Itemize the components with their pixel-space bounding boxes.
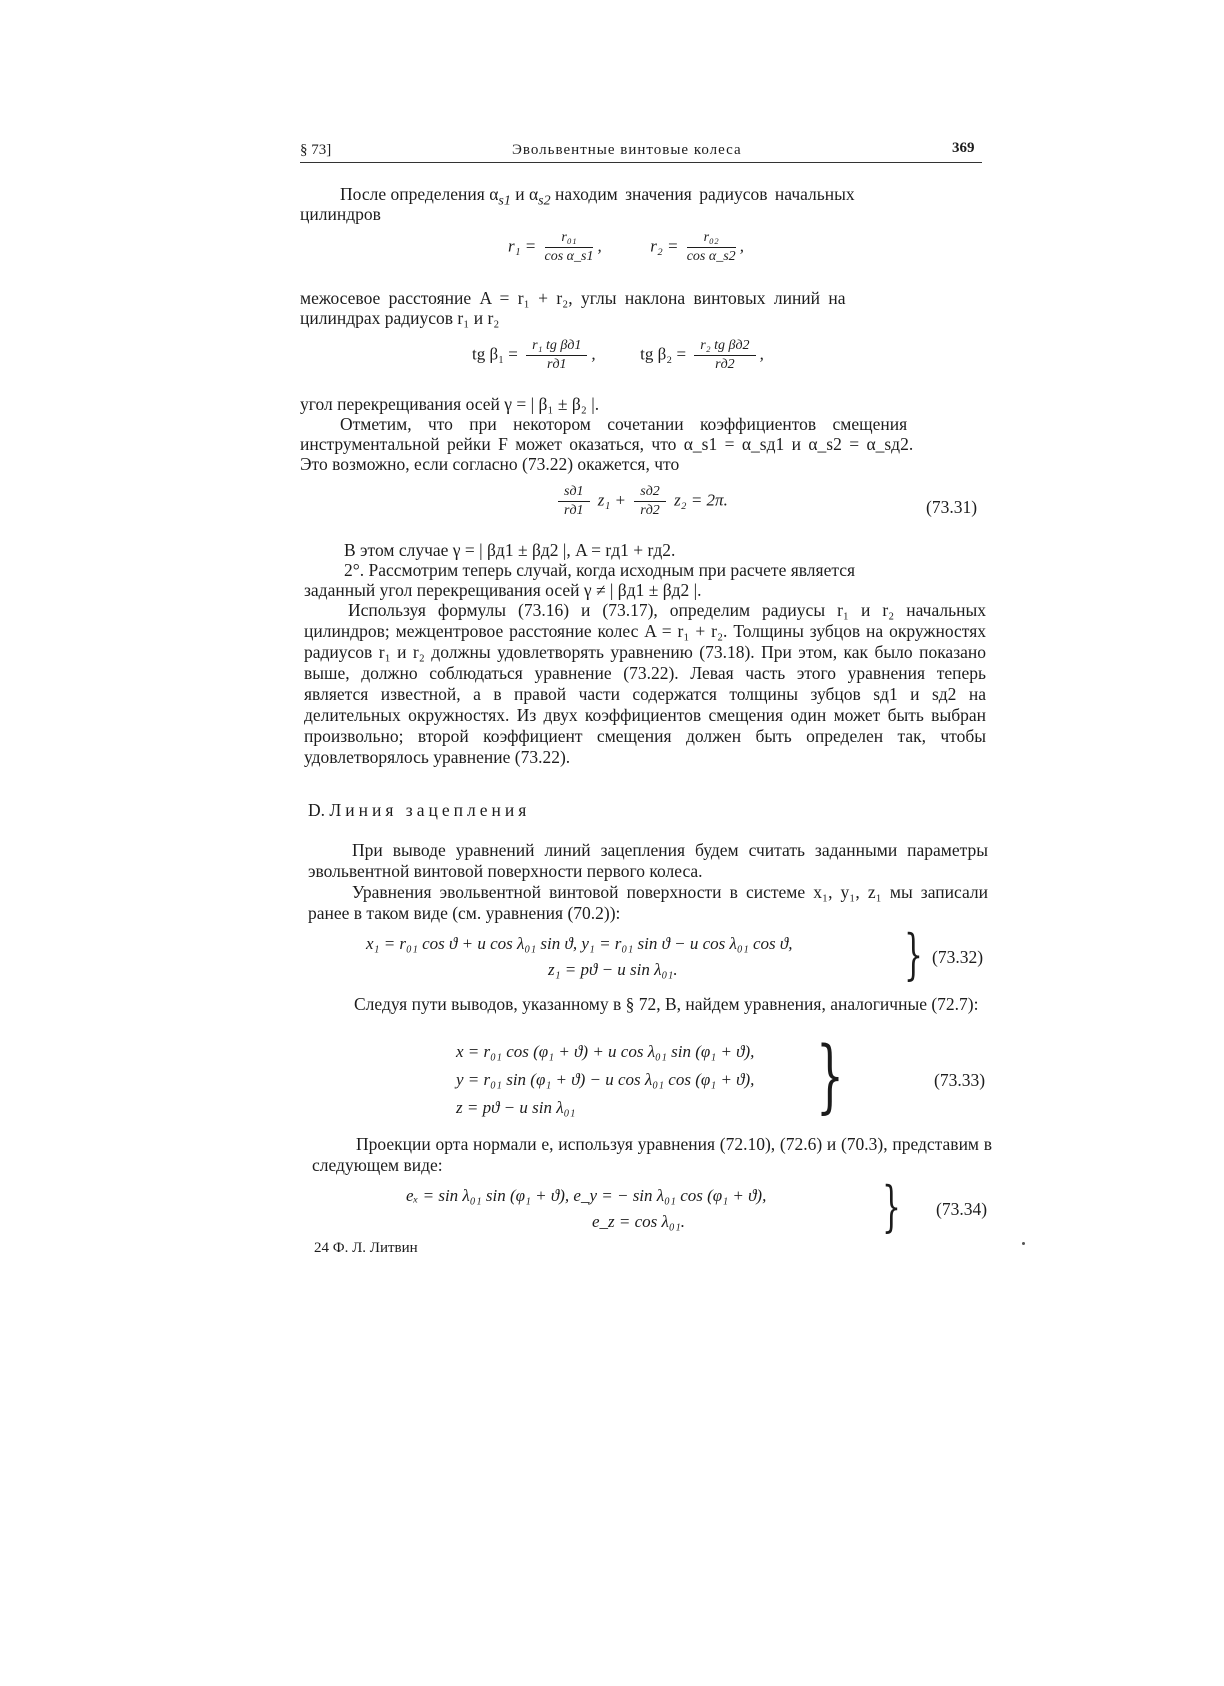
page-number: 369 [952, 140, 975, 156]
p4-line2: 2°. Рассмотрим теперь случай, когда исходным при расчете является [344, 560, 856, 580]
speck-dot [1022, 1242, 1025, 1245]
equation-number-73-34: (73.34) [936, 1199, 988, 1219]
p1-line2: цилиндров [300, 204, 381, 224]
equation-73-33-line3: z = pϑ − u sin λ₀₁ [456, 1098, 576, 1117]
p9-paragraph: Проекции орта нормали e, используя уравнения (72.10), (72.6) и (70.3), представим в следующем виде: [312, 1134, 992, 1175]
p4-line1: В этом случае γ = | βд1 ± βд2 |, A = rд1 + rд2. [344, 540, 676, 560]
equation-tangent: tg β₁ = $\frac{\text{r₁ tg βд1}}{rд1}$ , tg β₂ = $\frac{\text{r₂ tg βд2}}{rд2}$ , [472, 338, 764, 372]
right-brace-icon: } [882, 1175, 901, 1238]
section-d-heading: D. Линия зацепления [308, 800, 531, 820]
right-brace-icon: } [904, 923, 923, 986]
footer-signature: 24 Ф. Л. Литвин [314, 1240, 418, 1256]
equation-73-33-line2: y = r₀₁ sin (φ₁ + ϑ) − u cos λ₀₁ cos (φ₁ + ϑ), [456, 1070, 755, 1089]
right-brace-icon: } [816, 1029, 844, 1122]
header-rule [300, 162, 982, 163]
p2-line2: цилиндрах радиусов r₁ и r₂ [300, 308, 500, 328]
equation-73-34-line1: eₓ = sin λ₀₁ sin (φ₁ + ϑ), e_y = − sin λ₀₁ cos (φ₁ + ϑ), [406, 1186, 767, 1205]
p1-line1: После определения $\alpha_{s1}$ и $\alpha_{s2}$ находим значения радиусов начальных [340, 184, 855, 209]
equation-radii: r₁ = $\frac{\text{r₀₁}}{\text{cos α\_s1}}$ , r₂ = $\frac{\text{r₀₂}}{\text{cos α\_s2}}$ , [508, 230, 744, 264]
p8-paragraph: Следуя пути выводов, указанному в § 72, B, найдем уравнения, аналогичные (72.7): [354, 994, 979, 1014]
p3-line1: угол перекрещивания осей γ = | β₁ ± β₂ |. [300, 394, 600, 414]
equation-73-33-line1: x = r₀₁ cos (φ₁ + ϑ) + u cos λ₀₁ sin (φ₁ + ϑ), [456, 1042, 755, 1061]
p3-line4: Это возможно, если согласно (73.22) окажется, что [300, 454, 680, 474]
equation-73-32-line1: x₁ = r₀₁ cos ϑ + u cos λ₀₁ sin ϑ, y₁ = r₀₁ sin ϑ − u cos λ₀₁ cos ϑ, [366, 934, 793, 953]
equation-number-73-32: (73.32) [932, 947, 984, 967]
p6-paragraph: При выводе уравнений линий зацепления будем считать заданными параметры эвольвентной винтовой поверхности первого колеса. [308, 840, 988, 881]
p5-paragraph: Используя формулы (73.16) и (73.17), определим радиусы r₁ и r₂ начальных цилиндров; межцентровое расстояние колес A = r₁ + r₂. Толщины зубцов на окружностях радиусов r₁ и r₂ должны удовлетворять уравнению (73.18). При этом, как было показано выше, должно соблюдаться уравнение (73.22). Левая часть этого уравнения теперь является известной, а в правой части содержатся толщины зубцов sд1 и sд2 на делительных окружностях. Из двух коэффициентов смещения один может быть выбран произвольно; второй коэффициент смещения должен быть определен так, чтобы удовлетворялось уравнение (73.22). [304, 600, 986, 767]
equation-number-73-31: (73.31) [926, 497, 978, 517]
equation-73-34-line2: e_z = cos λ₀₁. [592, 1212, 685, 1231]
p3-line3: инструментальной рейки F может оказаться, что α_s1 = α_sд1 и α_s2 = α_sд2. [300, 434, 914, 454]
equation-73-31: $\frac{sд1}{rд1}$ z₁ + $\frac{sд2}{rд2}$ z₂ = 2π. [554, 484, 728, 519]
p2-line1: межосевое расстояние A = r₁ + r₂, углы наклона винтовых линий на [300, 288, 846, 308]
equation-number-73-33: (73.33) [934, 1070, 986, 1090]
p4-line3: заданный угол перекрещивания осей γ ≠ | βд1 ± βд2 |. [304, 580, 702, 600]
running-header-section: § 73] [300, 142, 332, 158]
p3-line2: Отметим, что при некотором сочетании коэффициентов смещения [340, 414, 908, 434]
p7-paragraph: Уравнения эвольвентной винтовой поверхности в системе x₁, y₁, z₁ мы записали ранее в таком виде (см. уравнения (70.2)): [308, 882, 988, 923]
equation-73-32-line2: z₁ = pϑ − u sin λ₀₁. [548, 960, 678, 979]
running-header-title: Эвольвентные винтовые колеса [512, 142, 742, 158]
